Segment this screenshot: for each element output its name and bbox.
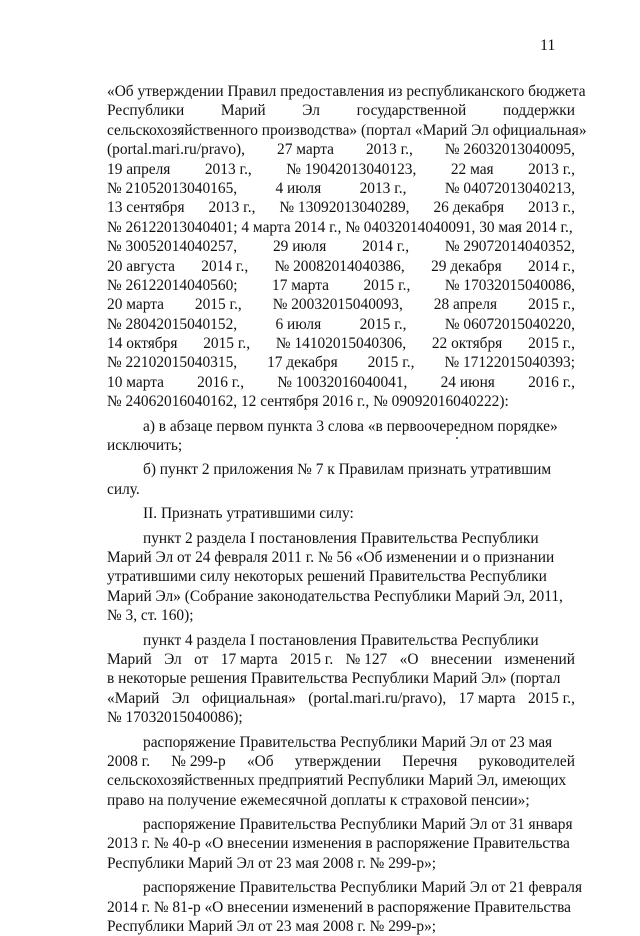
text-segment: Марий Эл» (Собрание законодательства Республики Марий Эл, 2011, bbox=[107, 587, 563, 605]
text-line bbox=[107, 480, 575, 499]
text-line bbox=[107, 392, 575, 411]
text-segment: Эл bbox=[164, 650, 182, 668]
text-segment: № 26122013040401; 4 марта 2014 г., № 04032014040091, 30 мая 2014 г., bbox=[107, 218, 573, 236]
text-line bbox=[107, 689, 575, 708]
text-segment: № 30052014040257, bbox=[107, 238, 238, 256]
text-segment: 22 октября bbox=[431, 335, 503, 353]
text-segment: в некоторые решения Правительства Республики Марий Эл» (портал bbox=[107, 670, 561, 688]
text-segment: утверждении bbox=[294, 752, 381, 770]
text-segment: 4 июля bbox=[275, 179, 322, 197]
text-segment: Марий Эл от 24 февраля 2011 г. № 56 «Об изменении и о признании bbox=[107, 548, 555, 566]
text-segment: распоряжение Правительства Республики Марий Эл от 31 января bbox=[143, 816, 573, 834]
text-segment: № 17032015040086, bbox=[444, 276, 575, 294]
text-segment: № 3, ст. 160); bbox=[107, 607, 194, 625]
text-segment: «Об утверждении Правил предоставления из республиканского бюджета bbox=[107, 83, 586, 100]
text-segment: № 10032016040041, bbox=[277, 373, 408, 391]
text-segment: «Об bbox=[246, 752, 274, 770]
text-segment: 13 сентября bbox=[107, 199, 185, 217]
text-segment: 2008 г. bbox=[107, 752, 151, 770]
text-segment: 17 декабря bbox=[267, 354, 338, 372]
text-segment: 2014 г., bbox=[201, 257, 249, 275]
text-line bbox=[107, 315, 575, 334]
text-segment: 2013 г., bbox=[208, 199, 256, 217]
text-segment: (portal.mari.ru/pravo), bbox=[107, 141, 246, 159]
text-segment: 10 марта bbox=[107, 373, 164, 391]
text-segment: № 24062016040162, 12 сентября 2016 г., № 09092016040222): bbox=[107, 393, 509, 411]
text-line bbox=[107, 353, 575, 372]
text-segment: II. Признать утратившими силу: bbox=[143, 505, 354, 523]
text-segment: 2015 г., bbox=[367, 354, 415, 372]
text-segment: Марий bbox=[220, 102, 266, 120]
text-segment: 17 марта bbox=[272, 276, 329, 294]
text-line bbox=[107, 650, 575, 669]
text-segment: 29 декабря bbox=[431, 257, 502, 275]
text-segment: № 17032015040086); bbox=[107, 709, 243, 727]
text-segment: поддержки bbox=[502, 102, 575, 120]
text-segment: № 26032013040095, bbox=[444, 141, 575, 159]
text-line bbox=[107, 631, 575, 650]
text-line bbox=[107, 140, 575, 159]
text-segment: «Марий bbox=[107, 689, 160, 707]
text-segment: № 20082014040386, bbox=[274, 257, 405, 275]
text-line bbox=[107, 791, 575, 810]
text-segment: № 29072014040352, bbox=[444, 238, 575, 256]
text-segment: Республики Марий Эл от 23 мая 2008 г. № 299-р»; bbox=[107, 854, 437, 872]
text-segment: № 20032015040093, bbox=[272, 296, 403, 314]
text-segment: право на получение ежемесячной доплаты к страховой пенсии»; bbox=[107, 791, 530, 809]
text-segment: Республики Марий Эл от 23 мая 2008 г. № 299-р»; bbox=[107, 918, 437, 936]
text-segment: пункт 2 раздела I постановления Правительства Республики bbox=[143, 529, 539, 547]
text-line bbox=[107, 898, 575, 917]
text-segment: пункт 4 раздела I постановления Правительства Республики bbox=[143, 631, 539, 649]
text-segment: 6 июля bbox=[275, 315, 322, 333]
scan-speck bbox=[456, 437, 458, 439]
text-segment: Перечня bbox=[402, 752, 458, 770]
text-line bbox=[107, 218, 575, 237]
text-line bbox=[107, 878, 583, 897]
text-segment: сельскохозяйственных предприятий Республики Марий Эл, имеющих bbox=[107, 772, 567, 790]
text-line bbox=[107, 160, 575, 179]
text-segment: № 22102015040315, bbox=[107, 354, 238, 372]
text-segment: 2015 г., bbox=[363, 276, 411, 294]
text-segment: силу. bbox=[107, 480, 140, 498]
text-segment: внесении bbox=[430, 650, 493, 668]
text-segment: 2014 г., bbox=[528, 257, 575, 275]
text-segment: 24 июня bbox=[440, 373, 495, 391]
text-line bbox=[107, 101, 575, 120]
text-segment: (portal.mari.ru/pravo), bbox=[308, 689, 447, 707]
text-line bbox=[107, 436, 575, 455]
text-segment: № 13092013040289, bbox=[279, 199, 410, 217]
text-line bbox=[107, 460, 575, 479]
text-segment: 2013 г., bbox=[528, 199, 575, 217]
text-line bbox=[107, 334, 575, 353]
text-segment: распоряжение Правительства Республики Марий Эл от 21 февраля bbox=[143, 879, 583, 897]
text-line bbox=[107, 567, 575, 586]
text-segment: 2015 г. bbox=[290, 650, 334, 668]
text-segment: 17 марта bbox=[458, 689, 516, 707]
text-line bbox=[107, 606, 575, 625]
text-segment: № 28042015040152, bbox=[107, 315, 238, 333]
text-segment: изменений bbox=[504, 650, 575, 668]
text-segment: 2013 г., bbox=[365, 141, 413, 159]
text-segment: № 26122014040560; bbox=[107, 276, 238, 294]
text-line bbox=[107, 917, 575, 936]
page-number: 11 bbox=[540, 37, 556, 54]
text-line bbox=[107, 82, 586, 101]
text-line bbox=[107, 198, 575, 217]
text-segment: 2013 г., bbox=[359, 179, 407, 197]
text-segment: № 14102015040306, bbox=[275, 335, 407, 353]
text-line bbox=[107, 834, 575, 853]
text-segment: Эл bbox=[302, 102, 320, 120]
text-segment: исключить; bbox=[107, 437, 183, 455]
text-line bbox=[107, 752, 575, 771]
text-segment: 2015 г., bbox=[359, 315, 407, 333]
text-line bbox=[107, 854, 575, 873]
text-line bbox=[107, 708, 575, 727]
text-segment: 27 марта bbox=[277, 141, 334, 159]
text-line bbox=[107, 733, 575, 752]
text-segment: сельскохозяйственного производства» (портал «Марий Эл официальная» bbox=[107, 121, 587, 139]
text-line bbox=[107, 669, 575, 688]
text-line bbox=[107, 417, 575, 436]
text-segment: 2016 г., bbox=[528, 373, 575, 391]
document-body bbox=[107, 82, 587, 936]
text-segment: 26 декабря bbox=[433, 199, 505, 217]
text-segment: 20 августа bbox=[107, 257, 175, 275]
text-segment: 14 октября bbox=[107, 335, 178, 353]
text-segment: № 127 bbox=[345, 650, 388, 668]
text-segment: 17 марта bbox=[220, 650, 278, 668]
text-segment: 2013 г. № 40-р «О внесении изменения в распоряжение Правительства bbox=[107, 835, 570, 853]
text-segment: 2013 г., bbox=[528, 160, 575, 178]
text-segment: руководителей bbox=[478, 752, 575, 770]
text-segment: распоряжение Правительства Республики Марий Эл от 23 мая bbox=[143, 733, 553, 751]
text-segment: 2014 г., bbox=[362, 238, 410, 256]
text-line bbox=[107, 548, 575, 567]
text-segment: государственной bbox=[356, 102, 467, 120]
text-line bbox=[107, 257, 575, 276]
text-segment: № 06072015040220, bbox=[444, 315, 575, 333]
text-segment: Эл bbox=[171, 689, 190, 707]
text-segment: 20 марта bbox=[107, 296, 164, 314]
text-segment: от bbox=[194, 650, 209, 668]
text-segment: 2015 г., bbox=[528, 689, 575, 707]
text-segment: № 19042013040123, bbox=[286, 160, 417, 178]
text-segment: утратившими силу некоторых решений Правительства Республики bbox=[107, 568, 547, 586]
text-line bbox=[107, 237, 575, 256]
text-segment: 2015 г., bbox=[203, 335, 251, 353]
text-segment: 2015 г., bbox=[528, 296, 575, 314]
text-line bbox=[107, 815, 575, 834]
text-segment: 22 мая bbox=[450, 160, 494, 178]
text-segment: 2015 г., bbox=[528, 335, 575, 353]
text-segment: «О bbox=[399, 650, 419, 668]
text-line bbox=[107, 373, 575, 392]
text-segment: б) пункт 2 приложения № 7 к Правилам признать утратившим bbox=[143, 461, 552, 479]
text-line bbox=[107, 121, 587, 140]
text-segment: 19 апреля bbox=[107, 160, 171, 178]
text-segment: официальная» bbox=[201, 689, 296, 707]
text-segment: № 04072013040213, bbox=[444, 179, 575, 197]
text-line bbox=[107, 295, 575, 314]
text-line bbox=[107, 276, 575, 295]
text-segment: 2016 г., bbox=[197, 373, 245, 391]
text-segment: № 299-р bbox=[171, 752, 226, 770]
text-line bbox=[107, 587, 575, 606]
text-line bbox=[107, 771, 575, 790]
text-line bbox=[107, 504, 575, 523]
text-line bbox=[107, 529, 575, 548]
text-segment: 2013 г., bbox=[204, 160, 252, 178]
text-segment: 28 апреля bbox=[433, 296, 498, 314]
text-segment: Марий bbox=[107, 650, 152, 668]
text-segment: № 17122015040393; bbox=[444, 354, 575, 372]
text-segment: 2014 г. № 81-р «О внесении изменений в распоряжение Правительства bbox=[107, 898, 572, 916]
text-segment: 29 июля bbox=[272, 238, 327, 256]
text-segment: а) в абзаце первом пункта 3 слова «в первоочередном порядке» bbox=[143, 417, 558, 435]
text-segment: Республики bbox=[107, 102, 185, 120]
text-segment: № 21052013040165, bbox=[107, 179, 238, 197]
text-line bbox=[107, 179, 575, 198]
text-segment: 2015 г., bbox=[194, 296, 242, 314]
